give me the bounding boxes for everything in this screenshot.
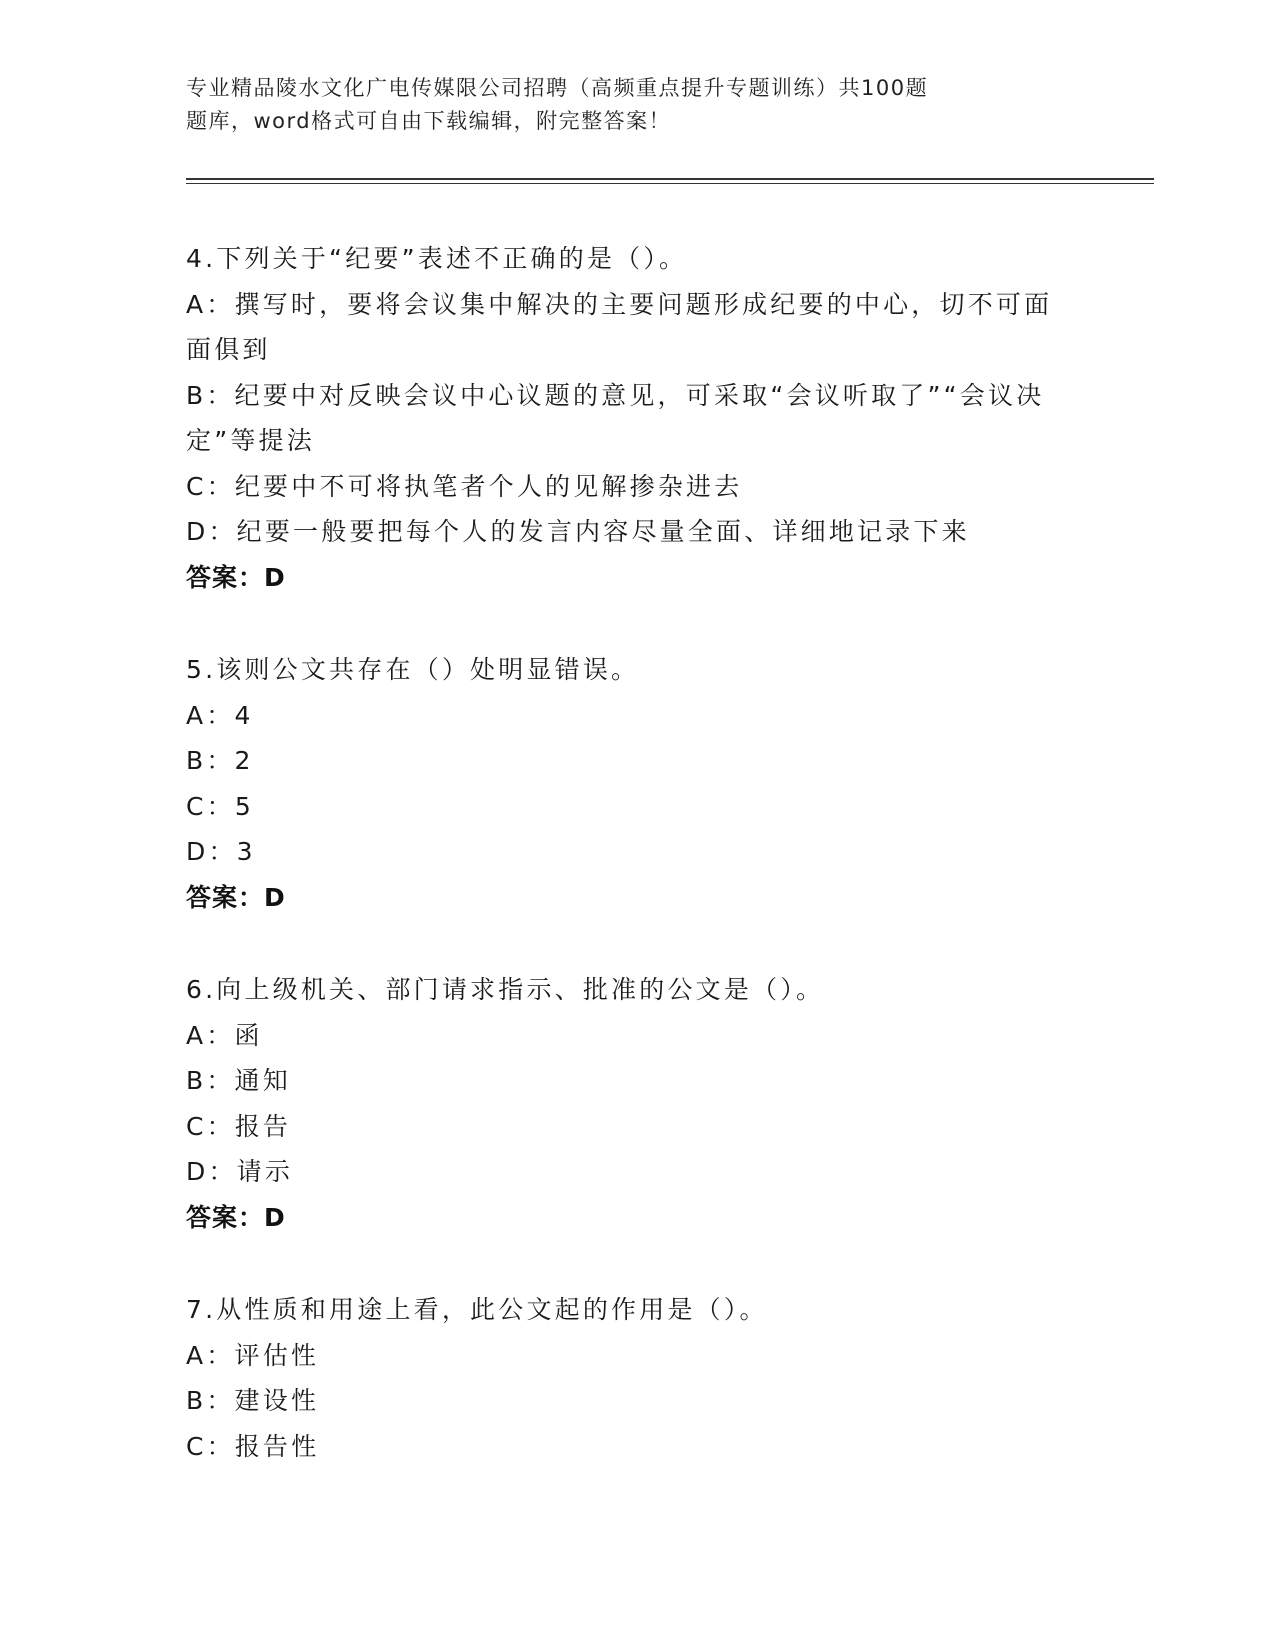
question-6	[186, 967, 1086, 1240]
question-5	[186, 647, 1086, 920]
option-b: B：建设性	[186, 1386, 320, 1415]
option-b: B：2	[186, 746, 254, 775]
option-b: B：通知	[186, 1066, 291, 1095]
option-a: A：评估性	[186, 1340, 320, 1370]
option-a: A：撰写时，要将会议集中解决的主要问题形成纪要的中心，切不可面面俱到	[186, 289, 1053, 364]
answer-text: 答案：D	[186, 1202, 286, 1232]
question-stem: 6.向上级机关、部门请求指示、批准的公文是（）。	[186, 975, 825, 1004]
option-c: C：报告性	[186, 1431, 320, 1461]
answer-text: 答案：D	[186, 562, 286, 592]
question-stem: 5.该则公文共存在（）处明显错误。	[186, 655, 640, 684]
option-c: C：5	[186, 791, 254, 821]
header-divider-bottom	[186, 183, 1154, 184]
option-d: D：请示	[186, 1157, 294, 1186]
question-list	[186, 236, 1086, 1516]
option-c: C：纪要中不可将执笔者个人的见解掺杂进去	[186, 471, 743, 501]
header-title-line-2: 题库，word格式可自由下载编辑，附完整答案！	[186, 109, 672, 133]
option-d: D：纪要一般要把每个人的发言内容尽量全面、详细地记录下来	[186, 517, 970, 546]
question-stem: 4.下列关于“纪要”表述不正确的是（）。	[186, 244, 688, 273]
document-header	[186, 72, 1026, 138]
header-title-line-1: 专业精品陵水文化广电传媒限公司招聘（高频重点提升专题训练）共100题	[186, 76, 929, 100]
question-stem: 7.从性质和用途上看，此公文起的作用是（）。	[186, 1295, 768, 1324]
question-7	[186, 1287, 1086, 1469]
answer-text: 答案：D	[186, 882, 286, 912]
header-divider-top	[186, 178, 1154, 180]
option-b: B：纪要中对反映会议中心议题的意见，可采取“会议听取了”“会议决定”等提法	[186, 380, 1045, 455]
option-c: C：报告	[186, 1111, 292, 1141]
option-a: A：函	[186, 1020, 263, 1050]
option-d: D：3	[186, 837, 256, 866]
option-a: A：4	[186, 700, 254, 730]
question-4	[186, 236, 1086, 600]
